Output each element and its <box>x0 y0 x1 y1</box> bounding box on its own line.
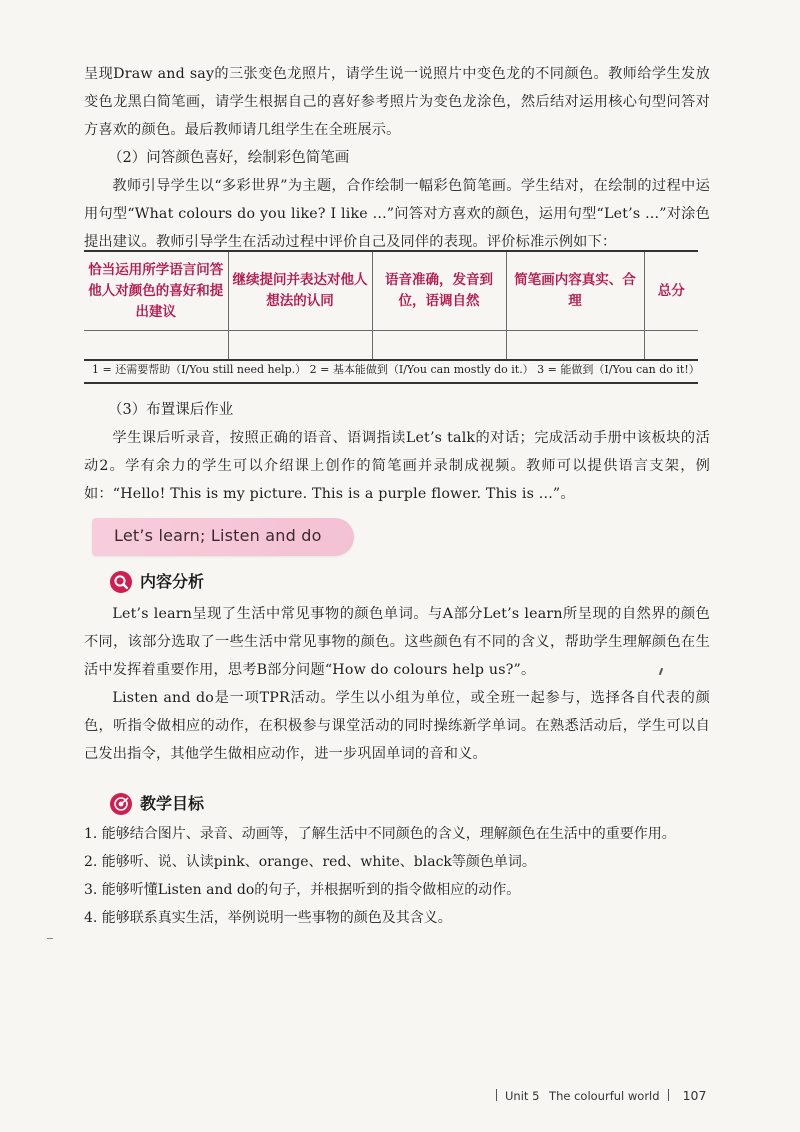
step3-paragraph: 学生课后听录音，按照正确的语音、语调指读Let’s talk的对话；完成活动手册中该板块的活动2。学有余力的学生可以介绍课上创作的简笔画并录制成视频。教师可以提供语言支架，例如：“Hello! This is my picture. This is a purple flower. This is ...”。 <box>84 430 710 502</box>
rubric-bottom-rule <box>84 382 698 384</box>
step2-paragraph: 教师引导学生以“多彩世界”为主题，合作绘制一幅彩色简笔画。学生结对，在绘制的过程中运用句型“What colours do you like? I like ...”问答对方喜欢的颜色，运用句型“Let’s ...”对涂色提出建议。教师引导学生在活动过程中评价自己及同伴的表现。评价标准示例如下： <box>84 178 710 250</box>
rubric-header-cell: 语音准确，发音到位，语调自然 <box>372 251 506 331</box>
goal-item-1: 1. 能够结合图片、录音、动画等，了解生活中不同颜色的含义，理解颜色在生活中的重要作用。 <box>84 826 676 842</box>
margin-mark <box>47 938 53 939</box>
rubric-header-cell: 继续提问并表达对他人想法的认同 <box>228 251 372 331</box>
rubric-header-row <box>84 251 698 331</box>
rubric-scale-legend: 1 = 还需要帮助（I/You still need help.） 2 = 基本能做到（I/You can mostly do it.） 3 = 能做到（I/You can do it!） <box>92 363 700 376</box>
rubric-score-cell <box>506 331 644 361</box>
rubric-score-row <box>84 331 698 361</box>
rubric-header-cell: 总分 <box>644 251 698 331</box>
footer-divider <box>668 1089 669 1101</box>
rubric-score-cell <box>644 331 698 361</box>
rubric-score-cell <box>228 331 372 361</box>
target-icon <box>110 793 132 815</box>
page-number: 107 <box>682 1088 707 1103</box>
goal-item-4: 4. 能够联系真实生活，举例说明一些事物的颜色及其含义。 <box>84 910 452 926</box>
rubric-header-cell: 恰当运用所学语言问答他人对颜色的喜好和提出建议 <box>84 251 228 331</box>
evaluation-rubric-table <box>84 250 698 361</box>
rubric-header-cell: 简笔画内容真实、合理 <box>506 251 644 331</box>
footer-divider <box>496 1089 497 1101</box>
footer-unit: Unit 5 <box>505 1089 540 1103</box>
analysis-paragraph-1: Let’s learn呈现了生活中常见事物的颜色单词。与A部分Let’s learn所呈现的自然界的颜色不同，该部分选取了一些生活中常见事物的颜色。这些颜色有不同的含义，帮助学生理解颜色在生活中发挥着重要作用，思考B部分问题“How do colours help us?”。 <box>84 606 710 678</box>
page-footer <box>488 1088 706 1108</box>
analysis-paragraph-2: Listen and do是一项TPR活动。学生以小组为单位，或全班一起参与，选择各自代表的颜色，听指令做相应的动作，在积极参与课堂活动的同时操练新学单词。在熟悉活动后，学生可以自己发出指令，其他学生做相应动作，进一步巩固单词的音和义。 <box>84 690 710 762</box>
intro-paragraph: 呈现Draw and say的三张变色龙照片，请学生说一说照片中变色龙的不同颜色。教师给学生发放变色龙黑白简笔画，请学生根据自己的喜好参考照片为变色龙涂色，然后结对运用核心句型问答对方喜欢的颜色。最后教师请几组学生在全班展示。 <box>84 66 710 138</box>
goal-item-2: 2. 能够听、说、认读pink、orange、red、white、black等颜色单词。 <box>84 854 536 870</box>
rubric-score-cell <box>372 331 506 361</box>
magnifier-icon <box>110 571 132 593</box>
step2-title: （2）问答颜色喜好，绘制彩色简笔画 <box>108 150 350 166</box>
goals-heading-text: 教学目标 <box>140 794 205 813</box>
section-pill <box>92 518 354 556</box>
step3-title: （3）布置课后作业 <box>108 402 234 418</box>
goal-item-3: 3. 能够听懂Listen and do的句子，并根据听到的指令做相应的动作。 <box>84 882 521 898</box>
analysis-heading-text: 内容分析 <box>140 572 205 591</box>
footer-unit-title: The colourful world <box>549 1089 660 1103</box>
rubric-score-cell <box>84 331 228 361</box>
section-pill-label: Let’s learn; Listen and do <box>114 526 322 545</box>
